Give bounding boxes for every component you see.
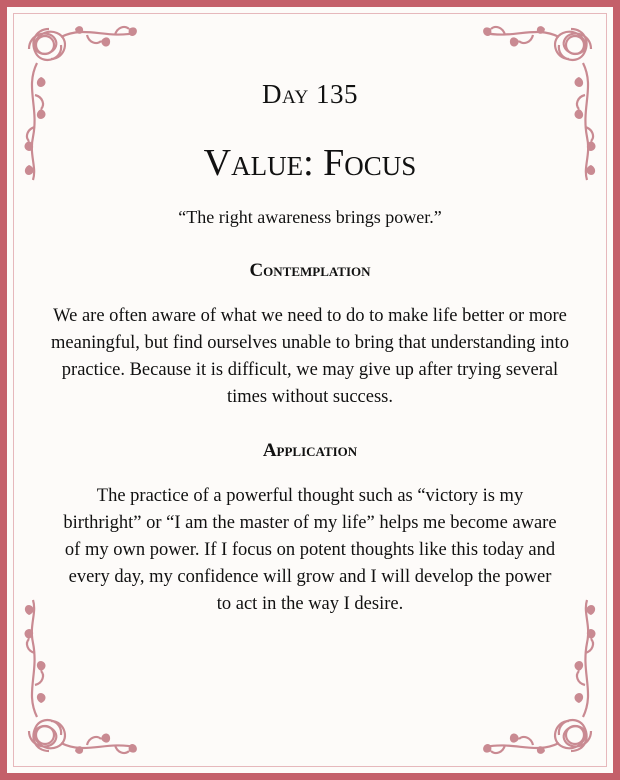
contemplation-heading: Contemplation (249, 260, 371, 281)
application-heading: Application (262, 440, 358, 461)
application-paragraph: The practice of a powerful thought such as “victory is my birthright” or “I am the master of my life” helps me become aware of my own power. If I focus on potent thoughts like this today and every day, my confidence will grow and I will develop the power to act in the way I desire. (63, 486, 557, 614)
celtic-knot-vine-icon (475, 595, 605, 765)
celtic-knot-vine-icon (15, 595, 145, 765)
contemplation-paragraph: We are often aware of what we need to do to make life better or more meaningful, but find ourselves unable to bring that understanding into practice. Because it is difficult, we may give up after trying several times without success. (51, 306, 569, 407)
corner-ornament-icon (475, 595, 605, 765)
quote-text: “The right awareness brings power.” (178, 207, 442, 227)
page-content (47, 7, 573, 618)
page-title: Value: Focus (203, 142, 417, 184)
day-label: Day 135 (262, 79, 358, 109)
corner-ornament-icon (15, 595, 145, 765)
